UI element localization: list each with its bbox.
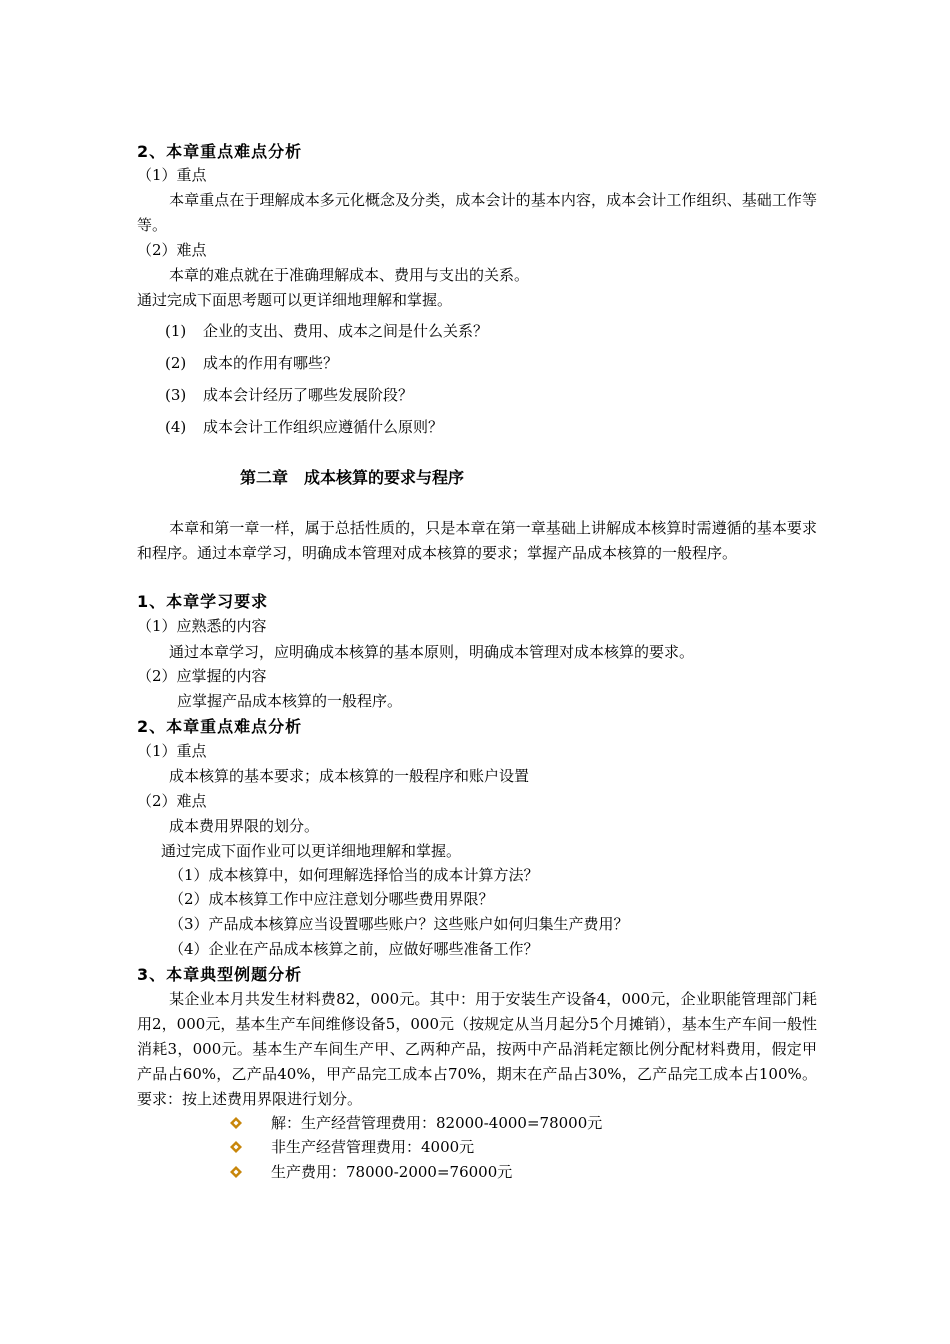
chapter-title: 第二章 成本核算的要求与程序	[240, 468, 465, 487]
solution-line: 非生产经营管理费用：4000元	[271, 1138, 475, 1156]
section-heading-requirements: 1、本章学习要求	[137, 592, 269, 611]
familiar-text: 通过本章学习，应明确成本核算的基本原则，明确成本管理对成本核算的要求。	[169, 643, 695, 661]
question-item	[165, 415, 443, 439]
question-text: 成本会计经历了哪些发展阶段？	[203, 386, 414, 404]
diamond-bullet-icon	[230, 1166, 242, 1178]
difficulty-label: （2）难点	[137, 792, 207, 810]
diamond-bullet-icon	[230, 1141, 242, 1153]
section-heading-key-points: 2、本章重点难点分析	[137, 142, 303, 161]
example-paragraph	[137, 987, 817, 1112]
difficulty-text: 本章的难点就在于准确理解成本、费用与支出的关系。	[169, 266, 530, 284]
master-label: （2）应掌握的内容	[137, 667, 267, 685]
question-number: (1)	[165, 322, 187, 340]
homework-item: （1）成本核算中，如何理解选择恰当的成本计算方法？	[169, 866, 539, 884]
key-text: 本章重点在于理解成本多元化概念及分类，成本会计的基本内容，成本会计工作组织、基础工作等等。	[137, 191, 817, 234]
homework-item: （3）产品成本核算应当设置哪些账户？这些账户如何归集生产费用？	[169, 915, 629, 933]
question-number: (3)	[165, 386, 187, 404]
questions-intro: 通过完成下面思考题可以更详细地理解和掌握。	[137, 291, 453, 309]
difficulty-text: 成本费用界限的划分。	[169, 817, 320, 835]
homework-intro: 通过完成下面作业可以更详细地理解和掌握。	[161, 842, 462, 860]
master-text: 应掌握产品成本核算的一般程序。	[177, 692, 403, 710]
familiar-label: （1）应熟悉的内容	[137, 617, 267, 635]
section-heading-example: 3、本章典型例题分析	[137, 965, 303, 984]
chapter-intro-text: 本章和第一章一样，属于总括性质的，只是本章在第一章基础上讲解成本核算时需遵循的基本要求和程序。通过本章学习，明确成本管理对成本核算的要求；掌握产品成本核算的一般程序。	[137, 519, 817, 562]
key-paragraph	[137, 188, 817, 238]
difficulty-label: （2）难点	[137, 241, 207, 259]
question-number: (2)	[165, 354, 187, 372]
solution-line: 解：生产经营管理费用：82000-4000=78000元	[271, 1114, 603, 1132]
question-text: 成本会计工作组织应遵循什么原则？	[203, 418, 444, 436]
key-text: 成本核算的基本要求；成本核算的一般程序和账户设置	[169, 767, 530, 785]
question-number: (4)	[165, 418, 187, 436]
homework-item: （4）企业在产品成本核算之前，应做好哪些准备工作？	[169, 940, 539, 958]
key-label: （1）重点	[137, 166, 207, 184]
solution-line: 生产费用：78000-2000=76000元	[271, 1163, 513, 1181]
example-text: 某企业本月共发生材料费82，000元。其中：用于安装生产设备4，000元，企业职能管理部门耗用2，000元，基本生产车间维修设备5，000元（按规定从当月起分5个月摊销），基本生产车间一般性消耗3，000元。基本生产车间生产甲、乙两种产品，按两中产品消耗定额比例分配材料费用，假定甲产品占60%，乙产品40%，甲产品完工成本占70%，期末在产品占30%，乙产品完工成本占100%。要求：按上述费用界限进行划分。	[137, 990, 817, 1108]
question-item	[165, 319, 488, 343]
question-item	[165, 351, 338, 375]
diamond-bullet-icon	[230, 1117, 242, 1129]
chapter-intro-paragraph	[137, 516, 817, 566]
key-label: （1）重点	[137, 742, 207, 760]
section-heading-key-points: 2、本章重点难点分析	[137, 717, 303, 736]
homework-item: （2）成本核算工作中应注意划分哪些费用界限？	[169, 890, 494, 908]
question-item	[165, 383, 413, 407]
question-text: 成本的作用有哪些？	[203, 354, 339, 372]
question-text: 企业的支出、费用、成本之间是什么关系？	[203, 322, 489, 340]
